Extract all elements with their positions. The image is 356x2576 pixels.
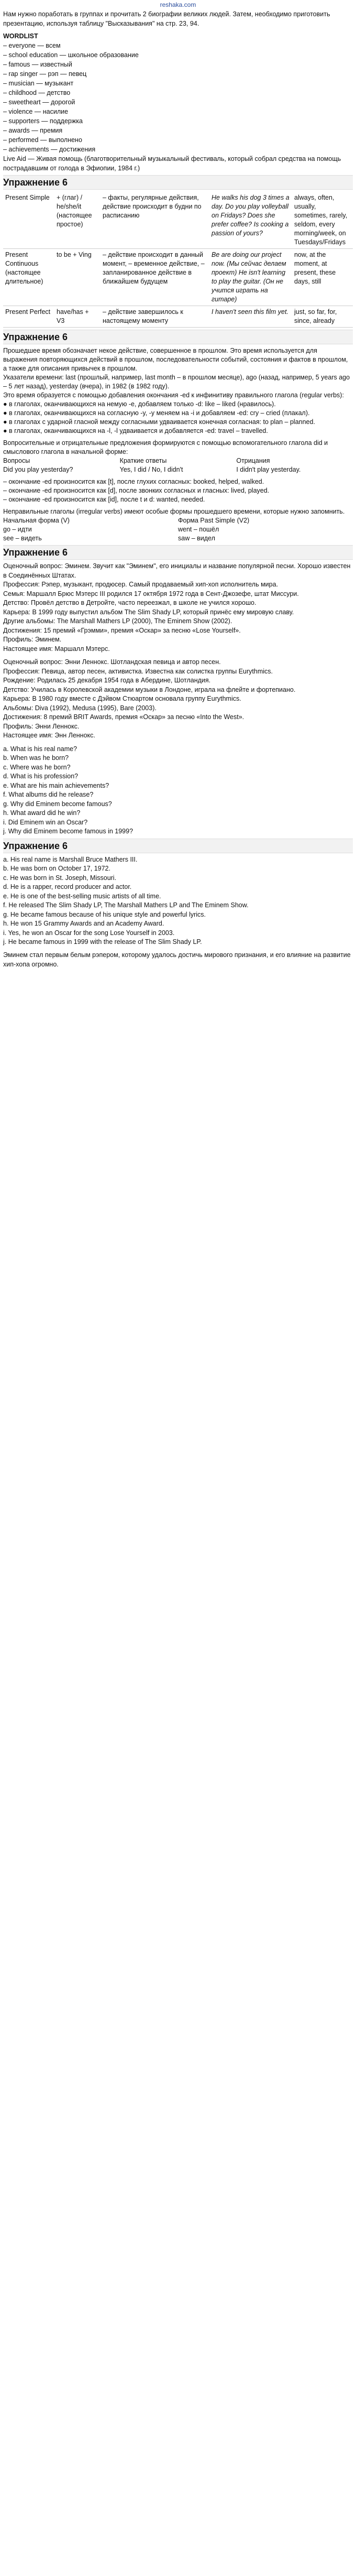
- answer: f. He released The Slim Shady LP, The Marshall Mathers LP and The Eminem Show.: [3, 901, 249, 909]
- paragraph: Профессия: Певица, автор песен, активистка. Известна как солистка группы Eurythmics.: [3, 667, 273, 675]
- example-cell: I haven't seen this film yet.: [209, 306, 292, 328]
- section-title: Упражнение 6: [3, 839, 353, 853]
- answer: d. He is a rapper, record producer and actor.: [3, 883, 132, 890]
- markers-cell: just, so far, for, since, already: [292, 306, 353, 328]
- form-cell: + (глаг) / he/she/it (настоящее простое): [54, 192, 101, 249]
- paragraph: Прошедшее время обозначает некое действие, совершенное в прошлом. Это время используется для выражения повторяющихся действий в прошлом, последовательности событий, состояния и фактов в прошлом, а также для описания привычек в прошлом.: [3, 347, 348, 372]
- cell: went – пошёл: [178, 526, 219, 533]
- question: e. What are his main achievements?: [3, 781, 109, 789]
- question: j. Why did Eminem become famous in 1999?: [3, 828, 134, 835]
- live-aid-note: Live Aid — Живая помощь (благотворительный музыкальный фестиваль, который собрал средства на помощь пострадавшим от голода в Эфиопии, 1984 г.): [3, 155, 341, 172]
- wordlist: [3, 41, 353, 154]
- answer: c. He was born in St. Joseph, Missouri.: [3, 874, 117, 882]
- wordlist-item: – violence — насилие: [3, 108, 69, 115]
- answer: a. His real name is Marshall Bruce Mathers III.: [3, 855, 138, 863]
- final-note: Эминем стал первым белым рэпером, которому удалось достичь мирового признания, и его влияние на развитие хип-хопа огромно.: [3, 951, 351, 968]
- example-cell: Be are doing our project now. (Мы сейчас делаем проект) He isn't learning to play the guitar. (Он не учится играть на гитаре): [209, 249, 292, 306]
- cell: Yes, I did / No, I didn't: [119, 466, 183, 473]
- example-cell: He walks his dog 3 times a day. Do you play volleyball on Fridays? Does she prefer coffee? Is cooking a passion of yours?: [209, 192, 292, 249]
- paragraph: Оценочный вопрос: Энни Леннокс. Шотландская певица и автор песен.: [3, 658, 221, 666]
- paragraph: Карьера: В 1999 году выпустил альбом The Slim Shady LP, который принёс ему мировую славу.: [3, 608, 294, 616]
- wordlist-title: WORDLIST: [3, 32, 38, 40]
- col-header: Начальная форма (V): [3, 517, 70, 524]
- tense-cell: Present Continuous (настоящее длительное): [3, 249, 54, 306]
- paragraph: Рождение: Родилась 25 декабря 1954 года в Абердине, Шотландия.: [3, 677, 211, 684]
- paragraph: Неправильные глаголы (irregular verbs) имеют особые формы прошедшего времени, которые нужно запомнить.: [3, 508, 345, 515]
- answer: j. He became famous in 1999 with the release of The Slim Shady LP.: [3, 938, 202, 945]
- paragraph: – окончание -ed произносится как [id], после t и d: wanted, needed.: [3, 496, 205, 503]
- question: c. Where was he born?: [3, 763, 71, 771]
- profile-lennox: [3, 658, 353, 741]
- paragraph: Детство: Училась в Королевской академии музыки в Лондоне, играла на флейте и фортепиано.: [3, 686, 296, 693]
- paragraph: Другие альбомы: The Marshall Mathers LP (2000), The Eminem Show (2002).: [3, 617, 232, 625]
- form-cell: to be + Ving: [54, 249, 101, 306]
- irregular-row: [3, 525, 353, 534]
- question: g. Why did Eminem become famous?: [3, 800, 112, 808]
- wordlist-item: – famous — известный: [3, 61, 72, 68]
- wordlist-item: – musician — музыкант: [3, 80, 74, 87]
- paragraph: Семья: Маршалл Брюс Мэтерс III родился 17 октября 1972 года в Сент-Джозефе, штат Миссури.: [3, 590, 299, 597]
- paragraph: Альбомы: Diva (1992), Medusa (1995), Bare (2003).: [3, 704, 157, 712]
- paragraph: Это время образуется с помощью добавления окончания -ed к инфинитиву правильного глагола (regular verbs):: [3, 392, 344, 399]
- form-cell: have/has + V3: [54, 306, 101, 328]
- paragraph: Оценочный вопрос: Эминем. Звучит как "Эминем", его инициалы и название популярной песни. Хорошо известен в Соединённых Штатах.: [3, 562, 351, 579]
- page: [0, 0, 356, 969]
- col-header: Отрицания: [236, 457, 270, 464]
- col-header: Вопросы: [3, 457, 30, 464]
- question: i. Did Eminem win an Oscar?: [3, 818, 88, 826]
- table-row: [3, 192, 353, 249]
- question: f. What albums did he release?: [3, 791, 94, 798]
- paragraph: Профиль: Энни Леннокс.: [3, 722, 80, 730]
- wordlist-item: – rap singer — рэп — певец: [3, 70, 87, 78]
- paragraph: Детство: Провёл детство в Детройте, часто переезжал, в школе не учился хорошо.: [3, 599, 257, 606]
- cell: Did you play yesterday?: [3, 466, 73, 473]
- paragraph: Достижения: 15 премий «Грэмми», премия «Оскар» за песню «Lose Yourself».: [3, 626, 241, 634]
- answer: i. Yes, he won an Oscar for the song Lose Yourself in 2003.: [3, 929, 175, 937]
- wordlist-item: – awards — премия: [3, 127, 63, 134]
- tense-cell: Present Perfect: [3, 306, 54, 328]
- wordlist-item: – school education — школьное образование: [3, 51, 139, 59]
- tense-cell: Present Simple: [3, 192, 54, 249]
- question: a. What is his real name?: [3, 745, 77, 753]
- wordlist-item: – sweetheart — дорогой: [3, 99, 75, 106]
- answer: b. He was born on October 17, 1972.: [3, 865, 110, 872]
- question: b. When was he born?: [3, 754, 69, 762]
- question: d. What is his profession?: [3, 773, 79, 780]
- paragraph: ● в глаголах, оканчивающихся на согласную -y, -y меняем на -i и добавляем -ed: cry – cried (плакал).: [3, 409, 310, 417]
- markers-cell: always, often, usually, sometimes, rarely, seldom, every morning/week, on Tuesdays/Fridays: [292, 192, 353, 249]
- answers-list: [3, 855, 353, 947]
- paragraph: Профиль: Эминем.: [3, 636, 62, 643]
- markers-cell: now, at the moment, at present, these days, still: [292, 249, 353, 306]
- wordlist-item: – performed — выполнено: [3, 136, 82, 144]
- paragraph: Карьера: В 1980 году вместе с Дэйвом Стюартом основала группу Eurythmics.: [3, 695, 241, 702]
- use-cell: – действие завершилось к настоящему моменту: [101, 306, 209, 328]
- table-row: [3, 306, 353, 328]
- paragraph: – окончание -ed произносится как [t], после глухих согласных: booked, helped, walked.: [3, 478, 264, 485]
- table-row: [3, 249, 353, 306]
- questions-row: [3, 465, 353, 474]
- use-cell: – факты, регулярные действия, действие происходит в будни по расписанию: [101, 192, 209, 249]
- wordlist-item: – everyone — всем: [3, 42, 61, 49]
- col-header: Краткие ответы: [119, 457, 167, 464]
- irregular-header-row: [3, 516, 353, 525]
- paragraph: Указатели времени: last (прошлый, например, last month – в прошлом месяце), ago (назад, например, 5 years ago – 5 лет назад), yesterday (вчера), in 1982 (в 1982 году).: [3, 374, 350, 390]
- paragraph: Достижения: 8 премий BRIT Awards, премия «Оскар» за песню «Into the West».: [3, 713, 244, 721]
- col-header: Форма Past Simple (V2): [178, 517, 250, 524]
- answer: e. He is one of the best-selling music artists of all time.: [3, 892, 161, 900]
- section-title: Упражнение 6: [3, 330, 353, 344]
- answer: g. He became famous because of his unique style and powerful lyrics.: [3, 910, 206, 918]
- paragraph: Профессия: Рэпер, музыкант, продюсер. Самый продаваемый хип-хоп исполнитель мира.: [3, 581, 279, 588]
- section-title: Упражнение 6: [3, 175, 353, 190]
- wordlist-item: – supporters — поддержка: [3, 117, 83, 125]
- questions-header-row: [3, 456, 353, 465]
- profile-eminem: [3, 562, 353, 654]
- answer: h. He won 15 Grammy Awards and an Academy Award.: [3, 920, 164, 927]
- paragraph: – окончание -ed произносится как [d], после звонких согласных и гласных: lived, played.: [3, 487, 270, 494]
- paragraph: ● в глаголах с ударной гласной между согласными удваивается конечная согласная: to plan – planned.: [3, 418, 315, 426]
- exercise-questions: [3, 745, 353, 836]
- paragraph: Настоящее имя: Энн Леннокс.: [3, 732, 95, 739]
- cell: go – идти: [3, 526, 32, 533]
- cell: saw – видел: [178, 535, 215, 542]
- section-title: Упражнение 6: [3, 545, 353, 560]
- irregular-row: [3, 534, 353, 543]
- use-cell: – действие происходит в данный момент, – временное действие, – запланированное действие в ближайшем будущем: [101, 249, 209, 306]
- cell: I didn't play yesterday.: [236, 466, 301, 473]
- paragraph: Вопросительные и отрицательные предложения формируются с помощью вспомогательного глагола did и смыслового глагола в начальной форме:: [3, 439, 328, 455]
- question: h. What award did he win?: [3, 809, 81, 817]
- grammar-table: [3, 192, 353, 328]
- intro-text: Нам нужно поработать в группах и прочитать 2 биографии великих людей. Затем, необходимо приготовить презентацию, используя таблицу "Высказывания" на стр. 23, 94.: [3, 10, 330, 27]
- wordlist-item: – achievements — достижения: [3, 146, 96, 153]
- paragraph: ● в глаголах, оканчивающихся на немую -e, добавляем только -d: like – liked (нравилось).: [3, 400, 276, 408]
- paragraph: Настоящее имя: Маршалл Мэтерс.: [3, 645, 110, 653]
- past-simple-block: [3, 346, 353, 543]
- wordlist-item: – childhood — детство: [3, 89, 71, 96]
- paragraph: ● в глаголах, оканчивающихся на -l, -l удваивается и добавляется -ed: travel – travelled.: [3, 427, 268, 434]
- cell: see – видеть: [3, 535, 42, 542]
- site-header[interactable]: reshaka.com: [160, 1, 196, 8]
